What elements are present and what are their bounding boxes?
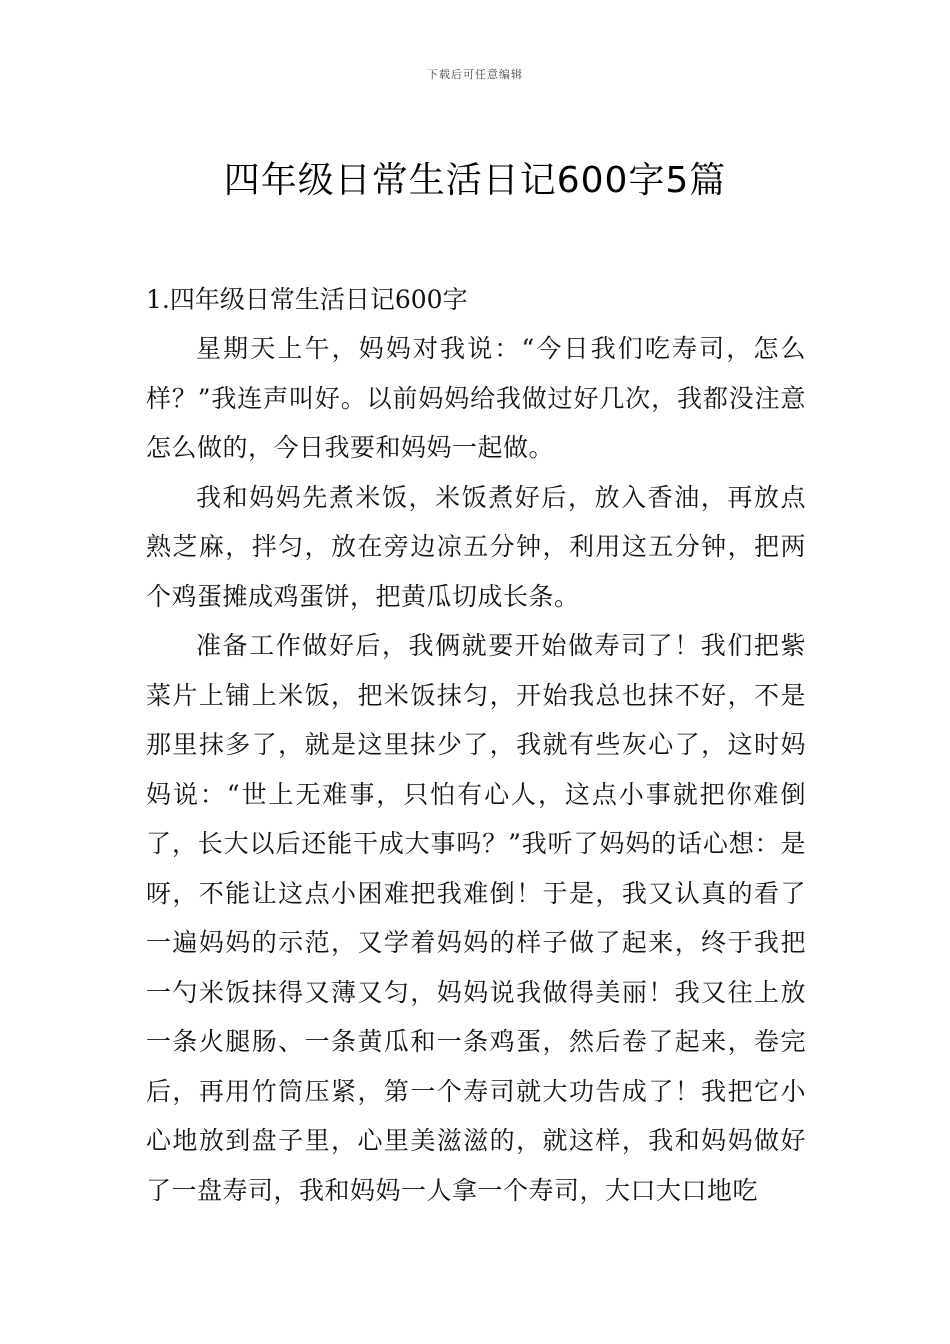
document-title: 四年级日常生活日记600字5篇 xyxy=(223,160,727,202)
paragraph-2: 我和妈妈先煮米饭，米饭煮好后，放入香油，再放点熟芝麻，拌匀，放在旁边凉五分钟，利用这五分钟，把两个鸡蛋摊成鸡蛋饼，把黄瓜切成长条。 xyxy=(146,482,806,611)
header-note: 下载后可任意编辑 xyxy=(427,68,523,81)
document-body xyxy=(146,276,806,1215)
paragraph-1: 星期天上午，妈妈对我说：“今日我们吃寿司，怎么样？”我连声叫好。以前妈妈给我做过好几次，我都没注意怎么做的，今日我要和妈妈一起做。 xyxy=(146,334,806,462)
section-heading: 1.四年级日常生活日记600字 xyxy=(146,285,468,314)
paragraph-3: 准备工作做好后，我俩就要开始做寿司了！我们把紫菜片上铺上米饭，把米饭抹匀，开始我总也抹不好，不是那里抹多了，就是这里抹少了，我就有些灰心了，这时妈妈说：“世上无难事，只怕有心人，这点小事就把你难倒了，长大以后还能干成大事吗？”我听了妈妈的话心想：是呀，不能让这点小困难把我难倒！于是，我又认真的看了一遍妈妈的示范，又学着妈妈的样子做了起来，终于我把一勺米饭抹得又薄又匀，妈妈说我做得美丽！我又往上放一条火腿肠、一条黄瓜和一条鸡蛋，然后卷了起来，卷完后，再用竹筒压紧，第一个寿司就大功告成了！我把它小心地放到盘子里，心里美滋滋的，就这样，我和妈妈做好了一盘寿司，我和妈妈一人拿一个寿司，大口大口地吃 xyxy=(146,631,806,1205)
